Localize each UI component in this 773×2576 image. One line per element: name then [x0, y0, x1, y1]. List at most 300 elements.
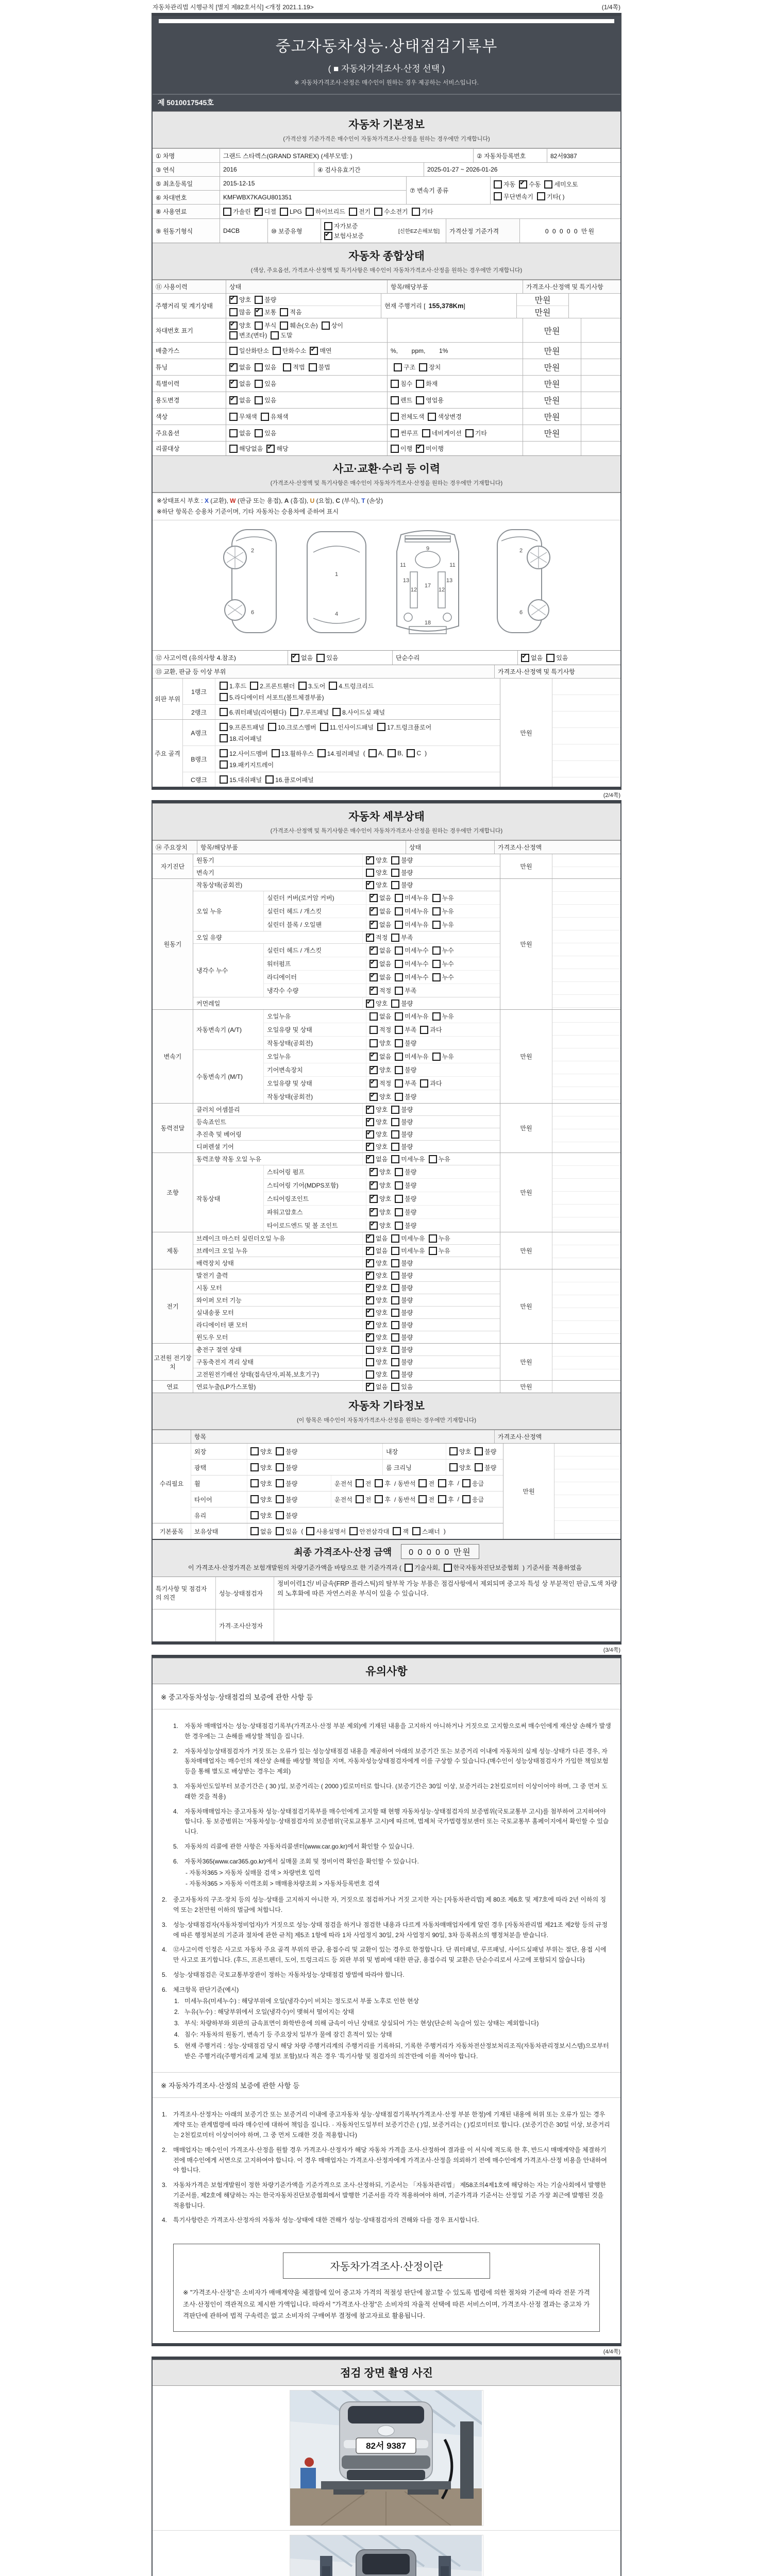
checkbox-option[interactable]	[420, 1079, 442, 1088]
checkbox-icon	[266, 445, 275, 453]
checkbox-option[interactable]	[391, 880, 413, 889]
checkbox-icon	[391, 1155, 399, 1163]
checkbox-option[interactable]	[229, 321, 251, 330]
checkbox-option[interactable]	[250, 1447, 272, 1456]
checkbox-option[interactable]	[366, 1320, 388, 1329]
checkbox-option[interactable]	[391, 396, 412, 404]
checkbox-option[interactable]	[220, 723, 264, 732]
checkbox-option[interactable]	[369, 973, 391, 981]
checkbox-option[interactable]	[261, 412, 289, 421]
checkbox-option[interactable]	[280, 321, 317, 330]
checkbox-option[interactable]	[391, 856, 413, 865]
checkbox-option[interactable]	[229, 308, 251, 316]
checkbox-option[interactable]	[395, 1025, 416, 1034]
checkbox-icon	[462, 1495, 470, 1503]
checkbox-option[interactable]	[391, 1296, 413, 1304]
checkbox-option[interactable]	[391, 1308, 413, 1317]
checkbox-option[interactable]	[391, 1130, 413, 1139]
checkbox-option[interactable]	[229, 444, 263, 453]
notice-text: 자동차인도일부터 보증기간은 ( 30 )일, 보증거리는 ( 2000 )킬로미터로 합니다. (보증기간은 30일 이상, 보증거리는 2천킬로미터 이상이어야 하며, 그 중 먼저 도래한 것을 적용)	[184, 1782, 608, 1800]
checkbox-label: 전	[365, 1496, 372, 1503]
checkbox-option[interactable]	[405, 1563, 440, 1572]
checkbox-option[interactable]	[494, 192, 533, 201]
detail-sub-rows	[263, 1010, 500, 1049]
checkbox-option[interactable]	[369, 1079, 391, 1088]
checkbox-label: 응급	[472, 1480, 484, 1487]
checkbox-option[interactable]	[316, 653, 338, 662]
checkbox-option[interactable]	[416, 444, 444, 453]
text-segment: 이 가격조사·산정가격은 보험개발원의 차량기준가액을 바탕으로 한 기준가격과 (	[188, 1564, 401, 1571]
detail-options	[362, 854, 500, 866]
notice-text: ⑫사고이력 인정은 사고로 자동차 주요 골격 부위의 판금, 용접수리 및 교환이 있는 경우로 한정합니다. 단 쿼터패널, 루프패널, 사이드실패널 부위는 절단, 용접 시에만 사고로 표기합니다. (후드, 프론트펜더, 도어, 트렁크리드 등 외판 부위 및 범퍼에 대한 판금, 용접수리 및 교환은 단순수리로서 사고에 포함되지 않습니다)	[173, 1946, 607, 1964]
checkbox-option[interactable]	[429, 1246, 450, 1255]
checkbox-icon	[537, 192, 545, 200]
checkbox-icon	[229, 445, 238, 453]
checkbox-option[interactable]	[412, 207, 433, 216]
repair-row	[191, 1444, 503, 1459]
checkbox-option[interactable]	[310, 346, 331, 355]
checkbox-option[interactable]	[271, 331, 292, 340]
checkbox-option[interactable]	[391, 1259, 413, 1267]
detail-item-label: 배력장치 상태	[196, 1260, 234, 1267]
checkbox-option[interactable]	[369, 1208, 391, 1216]
section-detail-header	[153, 803, 620, 840]
checkbox-option[interactable]	[391, 868, 413, 877]
checkbox-option[interactable]	[395, 1079, 416, 1088]
section-etc-header	[153, 1393, 620, 1430]
checkbox-option[interactable]	[391, 1117, 413, 1126]
checkbox-option[interactable]	[429, 1155, 450, 1163]
checkbox-option[interactable]	[229, 429, 251, 437]
checkbox-option[interactable]	[265, 775, 314, 784]
detail-options	[362, 1368, 500, 1380]
checkbox-option[interactable]	[391, 1283, 413, 1292]
checkbox-option[interactable]	[391, 1234, 425, 1243]
legend-code: T	[361, 497, 365, 504]
detail-sub-label: 워터펌프	[267, 960, 291, 968]
checkbox-option[interactable]	[391, 1345, 413, 1354]
label-inspector: 성능·상태점검자	[215, 1577, 274, 1609]
notice-sub-text: 침수: 자동차의 원동기, 변속기 등 주요장치 일부가 물에 잠긴 흔적이 있는 상태	[184, 2030, 392, 2038]
checkbox-icon	[316, 654, 325, 662]
checkbox-option[interactable]	[395, 920, 428, 929]
checkbox-option[interactable]	[449, 1463, 471, 1472]
checkbox-label: 양호	[376, 1359, 388, 1366]
checkbox-icon	[349, 208, 357, 216]
checkbox-icon	[391, 881, 399, 889]
checkbox-option[interactable]	[220, 760, 274, 769]
checkbox-option[interactable]	[229, 396, 251, 404]
checkbox-option[interactable]	[356, 1479, 372, 1488]
checkbox-option[interactable]	[395, 907, 428, 916]
checkbox-option[interactable]	[416, 396, 444, 404]
checkbox-label: 불량	[405, 1168, 417, 1176]
checkbox-option[interactable]	[369, 959, 391, 968]
checkbox-option[interactable]	[391, 1271, 413, 1280]
checkbox-option[interactable]	[432, 1012, 454, 1021]
checkbox-option[interactable]	[220, 708, 287, 717]
document-number: 제 5010017545호	[153, 94, 620, 111]
checkbox-option[interactable]	[449, 1447, 471, 1456]
checkbox-option[interactable]	[220, 734, 262, 743]
checkbox-option[interactable]	[369, 946, 391, 955]
checkbox-option[interactable]	[391, 1333, 413, 1342]
checkbox-option[interactable]	[369, 1012, 391, 1021]
checkbox-option[interactable]	[391, 444, 412, 453]
checkbox-option[interactable]	[255, 396, 276, 404]
detail-options	[362, 997, 500, 1009]
checkbox-option[interactable]	[366, 1271, 388, 1280]
checkbox-option[interactable]	[391, 999, 413, 1008]
checkbox-option[interactable]	[377, 723, 431, 732]
checkbox-option[interactable]	[395, 973, 428, 981]
checkbox-label: 양호	[260, 1448, 273, 1455]
checkbox-option[interactable]	[291, 653, 313, 662]
legend-desc: (요철),	[314, 497, 336, 504]
checkbox-option[interactable]	[429, 1234, 450, 1243]
checkbox-option[interactable]	[322, 321, 343, 330]
checkbox-option[interactable]	[320, 723, 374, 732]
detail-group-rows	[193, 1153, 500, 1232]
checkbox-option[interactable]	[395, 1221, 416, 1230]
checkbox-option[interactable]	[366, 1246, 388, 1255]
checkbox-label: 과다	[430, 1026, 442, 1033]
notes-subtitle-b: ※ 자동차가격조사·산정의 보증에 관한 사항 등	[153, 2072, 620, 2098]
checkbox-icon	[429, 1155, 437, 1163]
checkbox-option[interactable]	[369, 1181, 391, 1190]
checkbox-option[interactable]	[366, 1345, 388, 1354]
checkbox-option[interactable]	[317, 749, 360, 758]
checkbox-option[interactable]	[366, 1370, 388, 1379]
detail-money-cell: 만원	[500, 1344, 552, 1380]
checkbox-option[interactable]	[391, 933, 413, 942]
checkbox-option[interactable]	[220, 682, 246, 690]
checkbox-option[interactable]	[255, 429, 276, 437]
panel-rank-items	[215, 679, 500, 704]
checkbox-option[interactable]	[229, 331, 267, 340]
checkbox-option[interactable]	[366, 1259, 388, 1267]
checkbox-option[interactable]	[276, 1447, 297, 1456]
label-engine-type: ⑨ 원동기형식	[153, 219, 220, 243]
checkbox-option[interactable]	[395, 893, 428, 902]
checkbox-option[interactable]	[369, 893, 391, 902]
checkbox-option[interactable]	[220, 775, 262, 784]
checkbox-option[interactable]	[391, 1320, 413, 1329]
checkbox-option[interactable]	[369, 920, 391, 929]
checkbox-option[interactable]	[366, 1142, 388, 1151]
checkbox-option[interactable]	[422, 429, 462, 437]
checkbox-option[interactable]	[366, 1234, 388, 1243]
checkbox-option[interactable]	[329, 682, 374, 690]
etc-head-item: 항목	[191, 1430, 494, 1443]
notice-text-column	[173, 1945, 611, 1965]
checkbox-option[interactable]	[250, 1479, 272, 1488]
checkbox-option[interactable]	[324, 231, 364, 240]
checkbox-option[interactable]	[290, 708, 329, 717]
checkbox-icon	[369, 1222, 378, 1230]
checkbox-label: 부족	[405, 1080, 417, 1087]
final-price-amount: 0 0 0 0 0 만원	[401, 1544, 479, 1559]
checkbox-option[interactable]	[374, 207, 408, 216]
checkbox-option[interactable]	[229, 363, 251, 371]
checkbox-option[interactable]	[366, 1358, 388, 1366]
checkbox-icon	[416, 380, 424, 388]
checkbox-option[interactable]	[266, 444, 288, 453]
detail-item-label: 시동 모터	[196, 1284, 222, 1292]
checkbox-option[interactable]	[432, 973, 454, 981]
checkbox-option[interactable]	[391, 412, 424, 421]
checkbox-option[interactable]	[366, 856, 388, 865]
checkbox-option[interactable]	[366, 1105, 388, 1114]
checkbox-icon	[475, 1463, 483, 1471]
usage-history-row	[153, 375, 620, 392]
checkbox-option[interactable]	[309, 363, 330, 371]
checkbox-option[interactable]	[391, 1105, 413, 1114]
checkbox-option[interactable]	[391, 429, 418, 437]
main-form-block	[152, 13, 621, 790]
checkbox-option[interactable]	[395, 1194, 416, 1203]
checkbox-option[interactable]	[250, 1463, 272, 1472]
checkbox-option[interactable]	[432, 920, 454, 929]
checkbox-option[interactable]	[391, 1155, 425, 1163]
notes-list-b	[153, 2098, 620, 2235]
checkbox-option[interactable]	[276, 1495, 297, 1504]
notice-text-column	[173, 1895, 611, 1916]
checkbox-option[interactable]	[432, 1052, 454, 1061]
checkbox-option[interactable]	[276, 1527, 297, 1536]
checkbox-option[interactable]	[544, 180, 578, 189]
checkbox-option[interactable]	[444, 1563, 519, 1572]
checkbox-label: 누유	[442, 908, 454, 915]
checkbox-option[interactable]	[255, 295, 276, 304]
checkbox-option[interactable]	[220, 693, 324, 702]
checkbox-option[interactable]	[273, 346, 306, 355]
checkbox-option[interactable]	[332, 708, 385, 717]
checkbox-option[interactable]	[366, 1382, 388, 1391]
notes-cell	[581, 343, 620, 359]
checkbox-option[interactable]	[250, 1511, 272, 1520]
checkbox-label: 미세누유	[405, 921, 429, 928]
item-values: %, ppm, 1%	[391, 347, 448, 354]
checkbox-option[interactable]	[432, 893, 454, 902]
checkbox-option[interactable]	[366, 868, 388, 877]
checkbox-option[interactable]	[276, 1479, 297, 1488]
checkbox-option[interactable]	[395, 959, 428, 968]
final-price-note	[158, 1563, 615, 1572]
checkbox-icon	[310, 347, 318, 355]
checkbox-option[interactable]	[356, 1495, 372, 1504]
checkbox-option[interactable]	[438, 1479, 454, 1488]
detail-table-body	[153, 854, 620, 1393]
checkbox-option[interactable]	[391, 1382, 413, 1391]
checkbox-option[interactable]	[432, 946, 454, 955]
checkbox-option[interactable]	[369, 986, 391, 995]
checkbox-option[interactable]	[223, 207, 251, 216]
checkbox-option[interactable]	[366, 1333, 388, 1342]
checkbox-option[interactable]	[368, 749, 384, 757]
checkbox-option[interactable]	[276, 1511, 297, 1520]
checkbox-option[interactable]	[229, 412, 257, 421]
checkbox-option[interactable]	[546, 653, 568, 662]
checkbox-option[interactable]	[306, 1527, 346, 1536]
checkbox-option[interactable]	[220, 749, 268, 758]
checkbox-option[interactable]	[494, 180, 515, 189]
checkbox-option[interactable]	[391, 379, 412, 388]
checkbox-option[interactable]	[393, 1527, 409, 1536]
checkbox-option[interactable]	[369, 1092, 391, 1101]
checkbox-option[interactable]	[366, 1155, 388, 1163]
panel-rank-row	[183, 745, 500, 772]
repair-row	[191, 1475, 503, 1491]
checkbox-option[interactable]	[391, 1358, 413, 1366]
checkbox-icon	[394, 363, 402, 371]
section-accident-header	[153, 455, 620, 493]
checkbox-option[interactable]	[475, 1447, 496, 1456]
checkbox-option[interactable]	[438, 1495, 454, 1504]
checkbox-option[interactable]	[369, 1194, 391, 1203]
section-notes-title: 유의사항	[365, 1666, 408, 1677]
detail-block-row	[193, 997, 500, 1009]
checkbox-option[interactable]	[418, 1479, 434, 1488]
checkbox-label: 있음	[556, 654, 568, 662]
checkbox-option[interactable]	[276, 1463, 297, 1472]
checkbox-icon	[449, 1463, 458, 1471]
checkbox-option[interactable]	[419, 363, 441, 371]
checkbox-icon	[271, 331, 279, 340]
checkbox-option[interactable]	[521, 653, 543, 662]
checkbox-option[interactable]	[428, 412, 461, 421]
checkbox-option[interactable]	[395, 1181, 416, 1190]
checkbox-option[interactable]	[369, 907, 391, 916]
checkbox-option[interactable]	[366, 999, 388, 1008]
checkbox-label: 불량	[405, 1209, 417, 1216]
checkbox-option[interactable]	[412, 1527, 440, 1536]
checkbox-option[interactable]	[324, 222, 358, 230]
checkbox-option[interactable]	[432, 959, 454, 968]
checkbox-option[interactable]	[395, 1167, 416, 1176]
checkbox-option[interactable]	[416, 379, 438, 388]
checkbox-option[interactable]	[250, 1495, 272, 1504]
detail-options	[366, 957, 500, 970]
basic-items-label: 기본품목	[159, 1528, 184, 1535]
checkbox-option[interactable]	[280, 208, 302, 216]
checkbox-option[interactable]	[366, 1117, 388, 1126]
checkbox-option[interactable]	[395, 946, 428, 955]
checkbox-option[interactable]	[391, 1246, 425, 1255]
checkbox-option[interactable]	[418, 1495, 434, 1504]
checkbox-icon	[229, 296, 238, 304]
checkbox-option[interactable]	[391, 1370, 413, 1379]
checkbox-label: 없음	[376, 1383, 388, 1391]
checkbox-option[interactable]	[388, 749, 403, 757]
checkbox-option[interactable]	[229, 346, 269, 355]
diagram-part-number: 4	[334, 611, 338, 617]
checkbox-icon	[432, 946, 441, 955]
legend-desc: (흠집),	[289, 497, 310, 504]
checkbox-option[interactable]	[306, 207, 345, 216]
repair-group-name: 수리필요	[159, 1480, 184, 1487]
checkbox-option[interactable]	[349, 1527, 389, 1536]
checkbox-icon	[369, 960, 378, 968]
checkbox-icon	[366, 1106, 374, 1114]
diagram-part-number: 2	[519, 548, 523, 554]
checkbox-option[interactable]	[366, 1130, 388, 1139]
checkbox-option[interactable]	[229, 295, 251, 304]
checkbox-option[interactable]	[255, 379, 276, 388]
checkbox-option[interactable]	[366, 1296, 388, 1304]
checkbox-option[interactable]	[283, 363, 305, 371]
checkbox-label: 없음	[379, 921, 392, 928]
legend-note: ※하단 항목은 승용차 기준이며, 기타 자동차는 승용차에 준하여 표시	[153, 506, 620, 520]
checkbox-option[interactable]	[255, 207, 276, 216]
checkbox-option[interactable]	[229, 379, 251, 388]
checkbox-option[interactable]	[395, 1092, 416, 1101]
section-etc-note: (이 항목은 매수인이 자동차가격조사·산정을 원하는 경우에만 기재합니다)	[296, 1417, 477, 1423]
checkbox-option[interactable]	[369, 1039, 391, 1047]
checkbox-option[interactable]	[369, 1052, 391, 1061]
car-diagram-side-right	[486, 526, 553, 644]
checkbox-option[interactable]	[268, 723, 316, 732]
checkbox-option[interactable]	[391, 1142, 413, 1151]
checkbox-option[interactable]	[462, 1495, 484, 1504]
notice-item	[173, 1842, 611, 1852]
checkbox-option[interactable]	[369, 1167, 391, 1176]
checkbox-option[interactable]	[420, 1025, 442, 1034]
checkbox-option[interactable]	[250, 682, 295, 690]
checkbox-option[interactable]	[537, 192, 565, 201]
checkbox-option[interactable]	[366, 1308, 388, 1317]
checkbox-option[interactable]	[395, 1012, 428, 1021]
checkbox-option[interactable]	[394, 363, 415, 371]
checkbox-option[interactable]	[407, 749, 421, 757]
checkbox-option[interactable]	[366, 880, 388, 889]
checkbox-option[interactable]	[395, 986, 416, 995]
checkbox-option[interactable]	[272, 749, 314, 758]
notice-sub-item	[174, 2007, 611, 2018]
car-diagram-underbody	[385, 526, 470, 644]
checkbox-option[interactable]	[250, 1527, 272, 1536]
checkbox-option[interactable]	[432, 907, 454, 916]
checkbox-option[interactable]	[366, 1283, 388, 1292]
notice-text: 성능·상태점검자(자동차정비업자)가 거짓으로 성능·상태 점검을 하거나 점검한 내용과 다르게 자동차매매업자에게 알린 경우 [자동차관리법 제21조 제2항 등의 규정에 따른 행정처분의 기준과 절차에 관한 규칙] 제5조 1항에 따라 1차 사업정지 30일, 2차 사업정지 90일, 3차 등록취소의 행정처분을 받습니다.	[173, 1921, 608, 1939]
checkbox-option[interactable]	[255, 308, 276, 316]
checkbox-option[interactable]	[349, 207, 371, 216]
checkbox-icon	[369, 1026, 378, 1034]
checkbox-option[interactable]	[366, 933, 388, 942]
checkbox-option[interactable]	[395, 1039, 416, 1047]
checkbox-option[interactable]	[465, 429, 487, 437]
checkbox-option[interactable]	[369, 1065, 391, 1074]
checkbox-label: 수동	[529, 181, 541, 189]
checkbox-option[interactable]	[375, 1479, 391, 1488]
checkbox-option[interactable]	[255, 321, 276, 330]
checkbox-icon	[229, 347, 238, 355]
notice-number: 6.	[162, 1986, 167, 1993]
checkbox-option[interactable]	[255, 363, 276, 371]
label-vin: ⑥ 차대번호	[153, 191, 220, 204]
checkbox-option[interactable]	[395, 1052, 428, 1061]
checkbox-option[interactable]	[395, 1208, 416, 1216]
checkbox-option[interactable]	[395, 1065, 416, 1074]
checkbox-option[interactable]	[369, 1025, 391, 1034]
checkbox-option[interactable]	[475, 1463, 496, 1472]
checkbox-option[interactable]	[462, 1479, 484, 1488]
checkbox-option[interactable]	[519, 180, 541, 189]
checkbox-option[interactable]	[375, 1495, 391, 1504]
checkbox-option[interactable]	[280, 308, 301, 316]
checkbox-option[interactable]	[298, 682, 325, 690]
checkbox-option[interactable]	[369, 1221, 391, 1230]
